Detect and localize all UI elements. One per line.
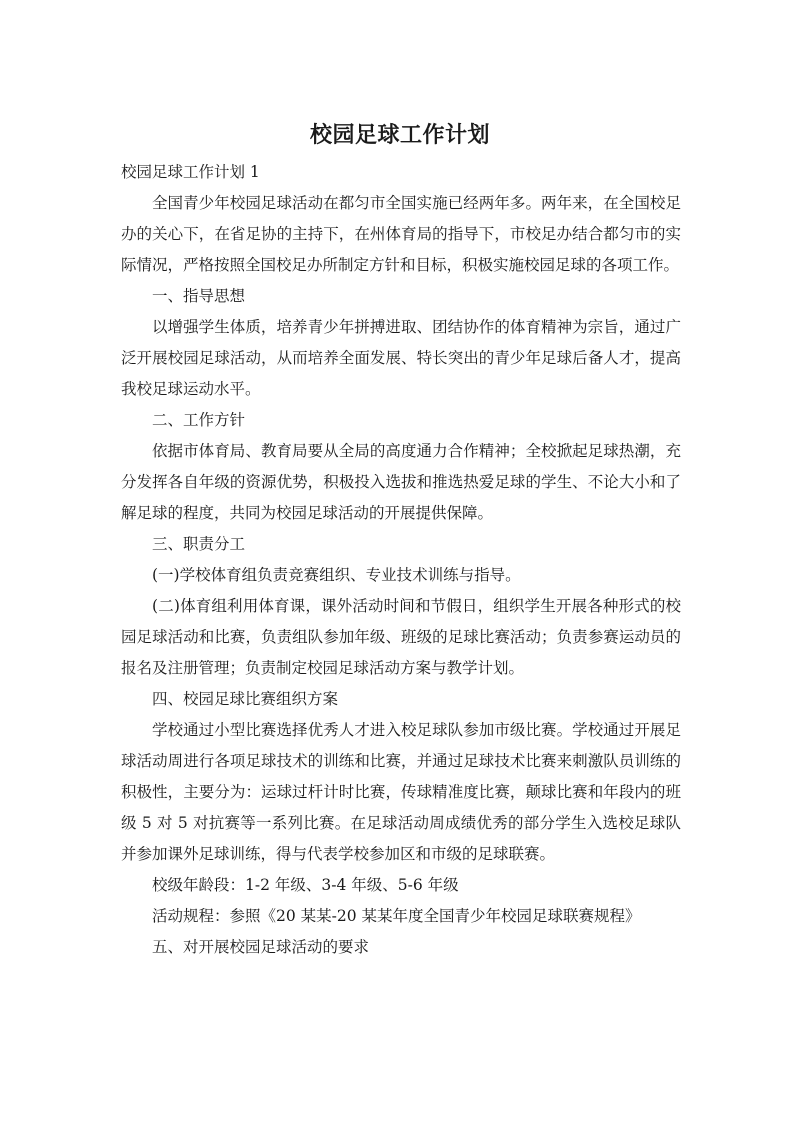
paragraph-responsibility-1: (一)学校体育组负责竞赛组织、专业技术训练与指导。 bbox=[152, 566, 521, 584]
paragraph-activity-rules: 活动规程：参照《20 某某-20 某某年度全国青少年校园足球联赛规程》 bbox=[152, 907, 641, 925]
document-body bbox=[121, 157, 681, 963]
paragraph-age-groups: 校级年龄段：1-2 年级、3-4 年级、5-6 年级 bbox=[152, 876, 459, 894]
document-title: 校园足球工作计划 bbox=[309, 123, 490, 148]
paragraph-guiding-ideology: 以增强学生体质，培养青少年拼搏进取、团结协作的体育精神为宗旨，通过广泛开展校园足球活动，从而培养全面发展、特长突出的青少年足球后备人才，提高我校足球运动水平。 bbox=[121, 318, 681, 398]
paragraph-work-policy: 依据市体育局、教育局要从全局的高度通力合作精神；全校掀起足球热潮，充分发挥各自年级的资源优势，积极投入选拔和推选热爱足球的学生、不论大小和了解足球的程度，共同为校园足球活动的开展提供保障。 bbox=[121, 442, 681, 522]
paragraph-competition-plan: 学校通过小型比赛选择优秀人才进入校足球队参加市级比赛。学校通过开展足球活动周进行各项足球技术的训练和比赛，并通过足球技术比赛来刺激队员训练的积极性，主要分为：运球过杆计时比赛，传球精准度比赛，颠球比赛和年段内的班级 5 对 5 对抗赛等一系列比赛。在足球活动周成绩优秀的部分学生入选校足球队并参加课外足球训练，得与代表学校参加区和市级的足球联赛。 bbox=[121, 721, 681, 863]
heading-guiding-ideology: 一、指导思想 bbox=[152, 287, 246, 305]
heading-competition-plan: 四、校园足球比赛组织方案 bbox=[152, 690, 339, 708]
document-subtitle: 校园足球工作计划 1 bbox=[121, 163, 260, 181]
heading-work-policy: 二、工作方针 bbox=[152, 411, 246, 429]
heading-requirements: 五、对开展校园足球活动的要求 bbox=[152, 938, 370, 956]
heading-responsibilities: 三、职责分工 bbox=[152, 535, 246, 553]
paragraph-responsibility-2: (二)体育组利用体育课，课外活动时间和节假日，组织学生开展各种形式的校园足球活动和比赛，负责组队参加年级、班级的足球比赛活动；负责参赛运动员的报名及注册管理；负责制定校园足球活动方案与教学计划。 bbox=[121, 597, 681, 677]
paragraph-intro: 全国青少年校园足球活动在都匀市全国实施已经两年多。两年来，在全国校足办的关心下，在省足协的主持下，在州体育局的指导下，市校足办结合都匀市的实际情况，严格按照全国校足办所制定方针和目标，积极实施校园足球的各项工作。 bbox=[121, 194, 681, 274]
